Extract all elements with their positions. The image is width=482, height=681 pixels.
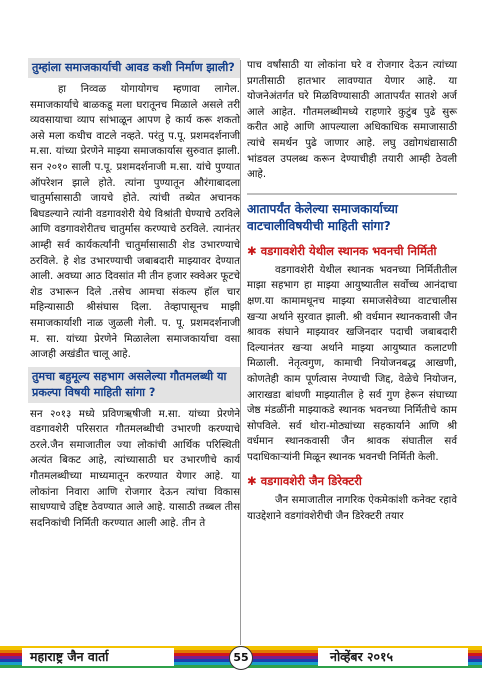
question-heading-interest: तुम्हांला समाजकार्याची आवड कशी निर्माण झाली?: [28, 58, 240, 78]
jain-directory-paragraph: जैन समाजातील नागरिक ऐकमेकांशी कनेक्ट रहावे याउद्देशाने वडगांवशेरीची जैन डिरेक्टरी तयार: [247, 495, 457, 523]
asterisk-icon: ✱: [247, 243, 257, 258]
sthanak-bhavan-paragraph: वडगावशेरी येथील स्थानक भवनच्या निर्मितीतील माझा सहभाग हा माझ्या आयुष्यातील सर्वोच्च आनंदाचा क्षण.या कामामधूनच माझ्या समाजसेवेच्या वाटचालीस खऱ्या अर्थाने सुरवात झाली. श्री वर्धमान स्थानकवासी जैन श्रावक संघाने माझ्यावर खजिनदार पदाची जबाबदारी दिल्यानंतर खऱ्या अर्थाने माझ्या आयुष्यात कलाटणी मिळाली. नेतृत्वगुण, कामाची नियोजनबद्ध आखणी, कोणतेही काम पूर्णत्वास नेण्याची जिद्द, वेळेचे नियोजन, आराखडा बांधणी माझ्यातील हे सर्व गुण हेरून संघाच्या जेष्ठ मंडळींनी माझ्याकडे स्थानक भवनच्या निर्मितीचे काम सोपविले. सर्व थोरा-मोठ्यांच्या सहकार्याने आणि श्री वर्धमान स्थानकवासी जैन श्रावक संघातील सर्व पदाधिकाऱ्यांनी मिळून स्थानक भवनची निर्मिती केली.: [247, 264, 457, 463]
left-column: [30, 58, 240, 531]
section-heading-social-work: आतापर्यंत केलेल्या समाजकार्याच्या वाटचालीविषयीची माहिती सांगा?: [247, 193, 457, 235]
issue-date: नोव्हेंबर २०१५: [330, 649, 394, 664]
answer-paragraph-gautamlabdhi: सन २०१३ मध्ये प्रविणऋषीजी म.सा. यांच्या प्रेरणेने वडगावशेरी परिसरात गौतमलब्धीची उभारणी करण्याचे ठरले.जैन समाजातील ज्या लोकांची आर्थिक परिस्थिती अत्यंत बिकट आहे, त्यांच्यासाठी घर उभारणीचे कार्य गौतमलब्धीच्या माध्यमातून करण्यात येणार आहे. या लोकांना निवारा आणि रोजगार देऊन त्यांचा विकास साधण्याचे उद्दिष्ट ठेवण्यात आले आहे. यासाठी तब्बल तीस सदनिकांची निर्मिती करण्यात आली आहे. तीन ते: [30, 408, 240, 529]
subheading-sthanak-bhavan: [247, 243, 457, 259]
continued-paragraph: पाच वर्षांसाठी या लोकांना घरे व रोजगार देऊन त्यांच्या प्रगतीसाठी हातभार लावण्यात येणार आहे. या योजनेअंतर्गत घरे मिळविण्यासाठी आतापर्यंत सातशे अर्ज आले आहेत. गौतमलब्धीमध्ये राहणारे कुटुंब पुढे सुरू करीत आहे आणि आपल्याला अधिकाधिक समाजासाठी त्यांचे समर्थन पुढे जाणार आहे. लघु उद्योगधंद्यासाठी भांडवल उपलब्ध करून देण्याचीही तयारी आम्ही ठेवली आहे.: [247, 60, 457, 181]
page-number: 55: [229, 646, 253, 670]
column-divider: [240, 60, 241, 645]
magazine-title: महाराष्ट्र जैन वार्ता: [30, 649, 109, 664]
right-column: [247, 58, 457, 525]
question-heading-gautamlabdhi: तुमचा बहुमूल्य सहभाग असलेल्या गौतमलब्धी या प्रकल्पा विषयी माहिती सांगा ?: [28, 367, 240, 403]
subheading-jain-directory: [247, 473, 457, 489]
subheading-sthanak-bhavan-text: वडगावशेरी येथील स्थानक भवनची निर्मिती: [260, 243, 437, 258]
asterisk-icon: ✱: [247, 474, 257, 489]
answer-paragraph-interest: हा निव्वळ योगायोगच म्हणावा लागेल. समाजकार्याचे बाळकडू मला घरातूनच मिळाले असले तरी व्यवसायाचा व्याप सांभाळून आपण हे कार्य करू शकतो असे मला कधीच वाटले नव्हते. परंतु प.पू. प्रशमदर्शनाजी म.सा. यांच्या प्रेरणेने माझ्या समाजकार्यास सुरुवात झाली. सन २०१० साली प.पू. प्रशमदर्शनाजी म.सा. यांचे पुण्यात ऑपरेशन झाले होते. त्यांना पुण्यातून औरंगाबादला चातुर्मासासाठी जायचे होते. त्यांची तब्येत अचानक बिघडल्याने त्यांनी वडगावशेरी येथे विश्रांती घेण्याचे ठरविले आणि वडगावशेरीतच चातुर्मास करण्याचे ठरविले. त्यानंतर आम्ही सर्व कार्यकर्त्यांनी चातुर्मासासाठी शेड उभारण्याचे ठरविले. हे शेड उभारण्याची जबाबदारी माझ्यावर देण्यात आली. अवघ्या आठ दिवसांत मी तीन हजार स्क्वेअर फूटचे शेड उभारून दिले .तसेच आमचा संकल्प हॉल चार महिन्यासाठी श्रीसंघास दिला. तेव्हापासूनच माझी समाजकार्याशी नाळ जुळली गेली. प. पू. प्रशमदर्शनाजी म. सा. यांच्या प्रेरणेने मिळालेला समाजकार्याचा वसा आजही अखंडीत चालू आहे.: [30, 84, 240, 361]
subheading-jain-directory-text: वडगावशेरी जैन डिरेक्टरी: [260, 474, 362, 489]
